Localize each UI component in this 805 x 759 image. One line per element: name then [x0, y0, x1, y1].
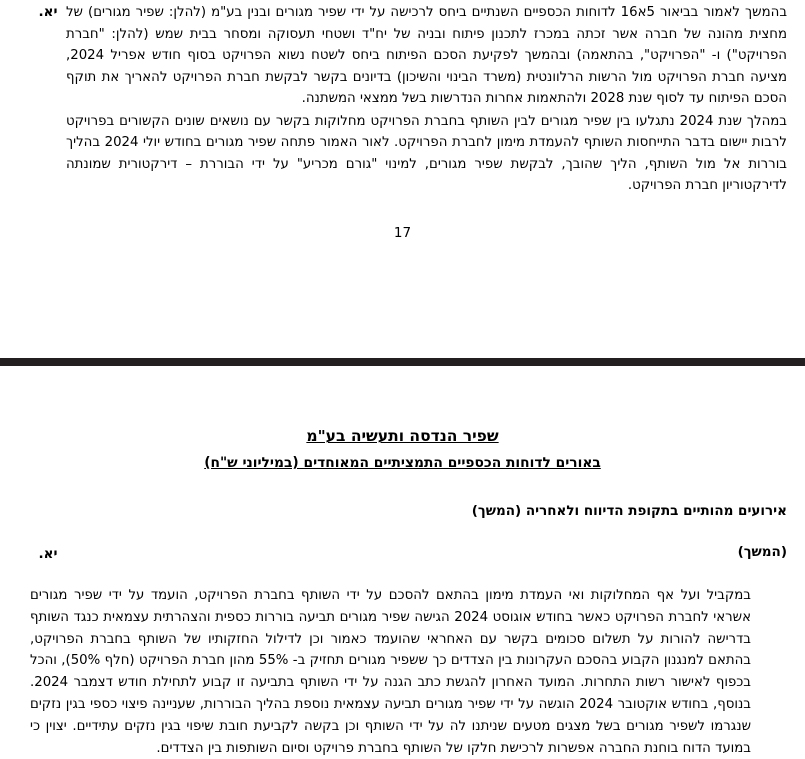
- paragraph-text-line-2: במהלך שנת 2024 נתגלעו בין שפיר מגורים לבין השותף בחברת הפרויקט מחלוקות בקשר עם נושאים שונים הקשורים בפרויקט לרבות יישום בדבר התייחסות השותף להעמדת מימון לחברת הפרויקט. לאור האמור פתחה שפיר מגורים בחודש יולי 2024 בהליך בוררות אל מול השותף, הליך שהובך, לבקשת שפיר מגורים, למינוי "גורם מכריע" על ידי הבוררת – דירקטורית שמונתה לדירקטוריון חברת הפרויקט.: [66, 113, 787, 193]
- section-heading-row: [0, 501, 805, 522]
- page-separator-band: [0, 358, 805, 366]
- page-number: 17: [393, 224, 412, 241]
- paragraph-block-ya-page1: [0, 0, 805, 197]
- paragraph-marker: יא.: [38, 4, 58, 20]
- paragraph-text-container-2: [30, 583, 751, 759]
- section-heading: אירועים מהותיים בתקופת הדיווח ולאחריה (המשך): [471, 503, 787, 519]
- subsection-row: [0, 542, 805, 565]
- document-page-top: [0, 0, 805, 336]
- page-gap: [0, 336, 805, 358]
- document-subtitle: באורים לדוחות הכספיים התמציתיים המאוחדים (במיליוני ש"ח): [204, 455, 601, 471]
- paragraph-block-ya-page2: [0, 583, 805, 759]
- document-page-bottom: [0, 366, 805, 759]
- subsection-marker: יא.: [38, 546, 58, 562]
- paragraph-text: במקביל ועל אף המחלוקות ואי העמדת מימון בהתאם להסכם על ידי השותף בחברת הפרויקט, הועמד על ידי שפיר מגורים אשראי לחברת הפרויקט כאשר בחודש אוגוסט 2024 הגישה שפיר מגורים תביעה בוררות כספית והצהרתית עצמאית כנגד השותף בדרישה להורות על תשלום סכומים בקשר עם האחראי שהועמד כאמור וכן לדילול החזקותיו של השותף בחברת הפרויקט, בהתאם למנגנון הקבוע בהסכם העקרונות בין הצדדים כך ששפיר מגורים תחזיק ב- 55% מהון חברת הפרויקט (חלף 50%), והכל בכפוף לאישור רשות התחרות. המועד האחרון להגשת כתב הגנה על ידי השותף בתביעה זו קבוע לתחילת חודש דצמבר 2024. בנוסף, בחודש אוקטובר 2024 הוגשה על ידי שפיר מגורים תביעה עצמאית נוספת בהליך הבוררות, שעניינה פיצוי כספי בגין נזקים שנגרמו לשפיר מגורים בשל מצגים מטעים שניתנו לה על ידי השותף וכן בקשה לקביעת חובת שיפוי בגין נזקים עתידיים. יצוין כי במועד הדוח בוחנת החברה אפשרות לרכישת חלקו של השותף בחברת פרויקט וסיום השותפות בין הצדדים.: [30, 588, 751, 756]
- paragraph-text-container: [66, 0, 787, 197]
- paragraph-text-line-1: בהמשך לאמור בביאור 5א16 לדוחות הכספיים השנתיים ביחס לרכישה על ידי שפיר מגורים ובנין בע"מ (להלן: שפיר מגורים) של מחצית מהונה של חברה אשר זכתה במכרז לתכנון פיתוח ובניה של יח"ד ושטחי תעסוקה ומסחר בבית שמש (להלן: "חברת הפרויקט") ו- "הפרויקט", בהתאמה) ובהמשך לפקיעת הסכם הפיתוח ביחס לשטח נשוא הפרויקט בסוף חודש אפריל 2024, מציעה חברת הפרויקט מול הרשות הרלוונטית (משרד הבינוי והשיכון) בדיונים בקשר לבקשת חברת הפרויקט להאריך את תוקף הסכם הפיתוח עד לסוף שנת 2028 ולהתאמות אחרות הנדרשות בשל ממצאי המשתנה.: [66, 5, 788, 106]
- company-title: שפיר הנדסה ותעשיה בע"מ: [306, 427, 499, 445]
- subsection-label: (המשך): [737, 544, 787, 560]
- section-marker: [30, 501, 66, 503]
